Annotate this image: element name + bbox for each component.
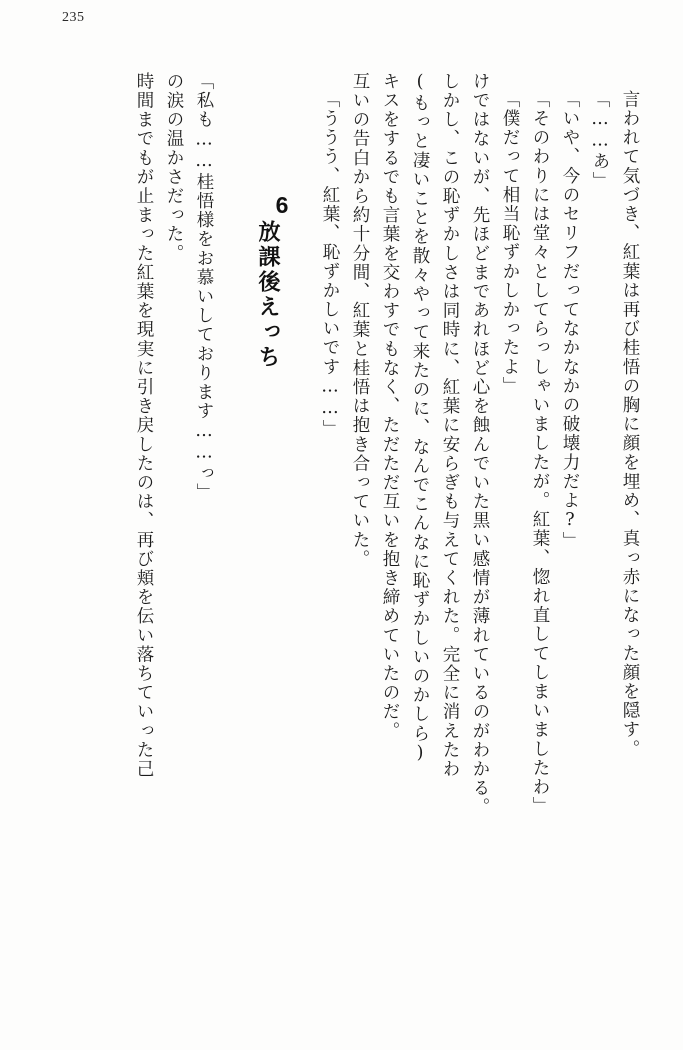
chapter-title: 放課後えっち [255,220,280,370]
text-column: 「ううう、紅葉、恥ずかしいです……」 [320,90,340,439]
text-column: の涙の温かさだった。 [164,72,184,263]
text-column: 言われて気づき、紅葉は再び桂悟の胸に顔を埋め、真っ赤になった顔を隠す。 [620,90,640,759]
text-column: けではないが、先ほどまであれほど心を蝕んでいた黒い感情が薄れているのがわかる。 [470,72,490,817]
page-number: 235 [62,10,85,25]
chapter-heading [239,72,295,1002]
text-column: 時間までもが止まった紅葉を現実に引き戻したのは、再び頬を伝い落ちていった己 [134,72,154,779]
text-column: 「いや、今のセリフだってなかなかの破壊力だよ?」 [560,90,580,551]
text-column: 「そのわりには堂々としてらっしゃいましたが。紅葉、惚れ直してしまいましたわ」 [530,90,550,816]
text-column: (もっと凄いことを散々やって来たのに、なんでこんなに恥ずかしいのかしら) [410,72,430,765]
text-column: 「……あ」 [590,90,610,191]
text-column: しかし、この恥ずかしさは同時に、紅葉に安らぎも与えてくれた。完全に消えたわ [440,72,460,779]
chapter-number: 6 [269,192,295,220]
text-column: 「私も……桂悟様をお慕いしております……っ」 [194,72,214,503]
text-column: 「僕だって相当恥ずかしかったよ」 [500,90,520,396]
text-column: 互いの告白から約十分間、紅葉と桂悟は抱き合っていた。 [350,72,370,569]
text-column: キスをするでも言葉を交わすでもなく、ただただ互いを抱き締めていたのだ。 [380,72,400,741]
page-body-vertical-text [123,72,639,1002]
